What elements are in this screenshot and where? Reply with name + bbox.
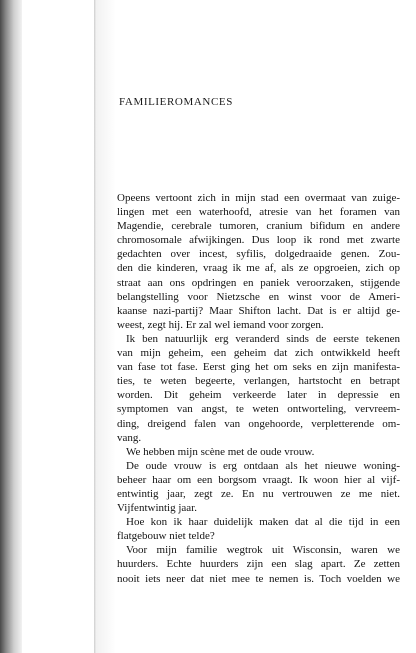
text-line: entwintig jaar, zegt ze. En nu vertrouwen ze me niet. bbox=[117, 487, 400, 500]
text-line: symptomen van angst, te weten ontworteling, vervreem- bbox=[117, 403, 400, 416]
text-line: Opeens vertoont zich in mijn stad een overmaat van zuige- bbox=[117, 192, 400, 204]
text-line: De oude vrouw is erg ontdaan als het nieuwe woning- bbox=[126, 459, 400, 472]
text-line: huurders. Echte huurders zijn een slag apart. Ze zetten bbox=[117, 558, 400, 571]
text-line: gedachten over incest, syfilis, dolgedraaide genen. Zou- bbox=[117, 248, 400, 261]
body-text bbox=[117, 191, 400, 586]
text-line: vang. bbox=[117, 431, 142, 444]
text-line: ding, dreigend falen van ongehoorde, verpletterende om- bbox=[117, 417, 400, 430]
text-line: kaanse nazi-partij? Maar Shifton lacht. Dat is er altijd ge- bbox=[117, 304, 400, 317]
text-line: Ik ben natuurlijk erg veranderd sinds de eerste tekenen bbox=[126, 332, 400, 345]
chapter-title: FAMILIEROMANCES bbox=[119, 96, 233, 108]
text-line: chromosomale afwijkingen. Dus loop ik rond met zwarte bbox=[117, 234, 400, 247]
text-line: van fase tot fase. Eerst ging het om seks en zijn manifesta- bbox=[117, 361, 400, 374]
text-line: We hebben mijn scène met de oude vrouw. bbox=[126, 445, 315, 458]
text-line: Vijfentwintig jaar. bbox=[117, 502, 197, 515]
text-line: Magendie, cerebrale tumoren, cranium bifidum en andere bbox=[117, 220, 400, 233]
text-line: den die kinderen, vraag ik me af, als ze opgroeien, zich op bbox=[117, 262, 400, 275]
text-line: ties, te weten begeerte, verlangen, hartstocht en betrapt bbox=[117, 375, 400, 388]
text-line: Voor mijn familie wegtrok uit Wisconsin, waren we bbox=[126, 544, 400, 557]
text-line: belangstelling voor Nietzsche en winst voor de Ameri- bbox=[117, 290, 400, 303]
text-line: beheer haar om een borgsom vraagt. Ik woon hier al vijf- bbox=[117, 473, 400, 486]
text-line: lingen met een waterhoofd, atresie van het foramen van bbox=[117, 206, 400, 219]
text-line: worden. Dit geheim verkeerde later in depressie en bbox=[117, 389, 400, 402]
text-line: flatgebouw niet telde? bbox=[117, 530, 215, 543]
text-line: weest, zegt hij. Er zal wel iemand voor zorgen. bbox=[117, 318, 324, 331]
book-spine-shadow bbox=[0, 0, 22, 653]
text-line: Hoe kon ik haar duidelijk maken dat al die tijd in een bbox=[126, 516, 400, 529]
text-line: straat aan ons opdringen en paniek veroorzaken, stijgende bbox=[117, 276, 400, 289]
page-gutter-fade bbox=[96, 0, 116, 653]
text-line: nooit iets neer dat niet mee te nemen is. Toch voelden we bbox=[117, 572, 400, 585]
text-line: van mijn geheim, een geheim dat zich ontwikkeld heeft bbox=[117, 347, 400, 360]
